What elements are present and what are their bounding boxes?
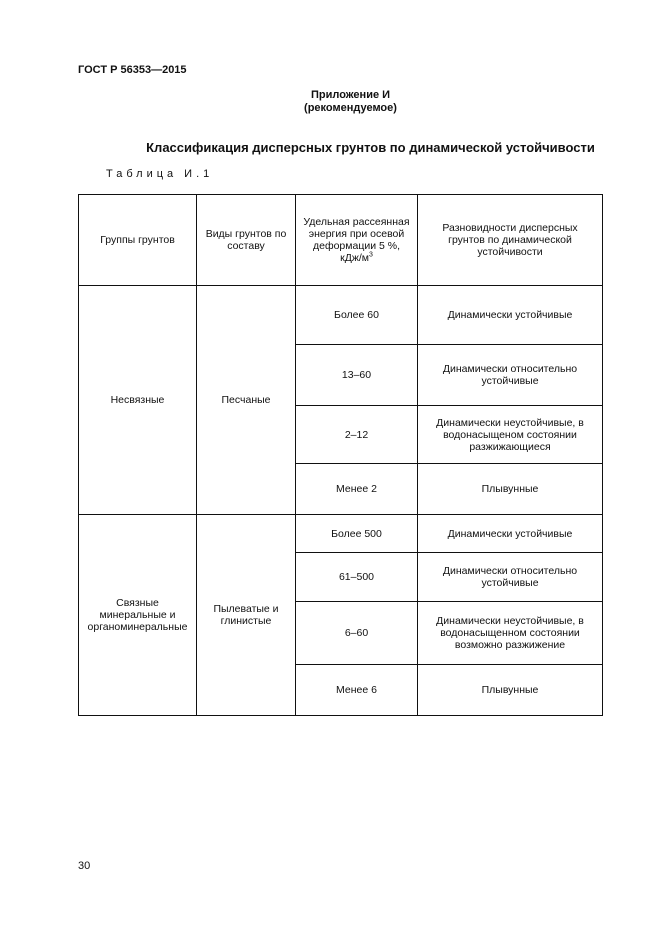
page-title: Классификация дисперсных грунтов по динамической устойчивости <box>146 140 595 155</box>
variety-cell: Плывунные <box>418 665 603 716</box>
energy-cell: 2–12 <box>296 406 418 464</box>
variety-cell: Динамически устойчивые <box>418 515 603 553</box>
header-types: Виды грунтов по составу <box>197 195 296 286</box>
energy-cell: 6–60 <box>296 602 418 665</box>
page-number: 30 <box>78 860 91 872</box>
variety-cell: Динамически устойчивые <box>418 286 603 345</box>
header-varieties: Разновидности дисперсных грунтов по динамической устойчивости <box>418 195 603 286</box>
table-row <box>79 515 603 553</box>
appendix-title: Приложение И <box>310 89 391 101</box>
header-energy-exponent: 3 <box>368 251 373 259</box>
variety-cell: Динамически относительно устойчивые <box>418 553 603 602</box>
energy-cell: Более 60 <box>296 286 418 345</box>
energy-cell: Более 500 <box>296 515 418 553</box>
energy-cell: 61–500 <box>296 553 418 602</box>
appendix-type: (рекомендуемое) <box>304 102 397 114</box>
type-cell: Песчаные <box>197 286 296 515</box>
energy-cell: Менее 2 <box>296 464 418 515</box>
group-cell: Несвязные <box>79 286 197 515</box>
table-row <box>79 286 603 345</box>
header-energy-text: Удельная рассеянная энергия при осевой деформации 5 %, кДж/м <box>303 216 410 264</box>
classification-table <box>78 194 603 716</box>
group-cell: Связные минеральные и органоминеральные <box>79 515 197 716</box>
table-header-row <box>79 195 603 286</box>
type-cell: Пылеватые и глинистые <box>197 515 296 716</box>
variety-cell: Динамически неустойчивые, в водонасыщеном состоянии разжижающиеся <box>418 406 603 464</box>
document-code: ГОСТ Р 56353—2015 <box>78 64 187 76</box>
header-groups: Группы грунтов <box>79 195 197 286</box>
header-energy <box>296 195 418 286</box>
variety-cell: Динамически неустойчивые, в водонасыщенном состоянии возможно разжижение <box>418 602 603 665</box>
table-caption: Таблица И.1 <box>106 168 214 180</box>
energy-cell: 13–60 <box>296 345 418 406</box>
variety-cell: Плывунные <box>418 464 603 515</box>
energy-cell: Менее 6 <box>296 665 418 716</box>
variety-cell: Динамически относительно устойчивые <box>418 345 603 406</box>
